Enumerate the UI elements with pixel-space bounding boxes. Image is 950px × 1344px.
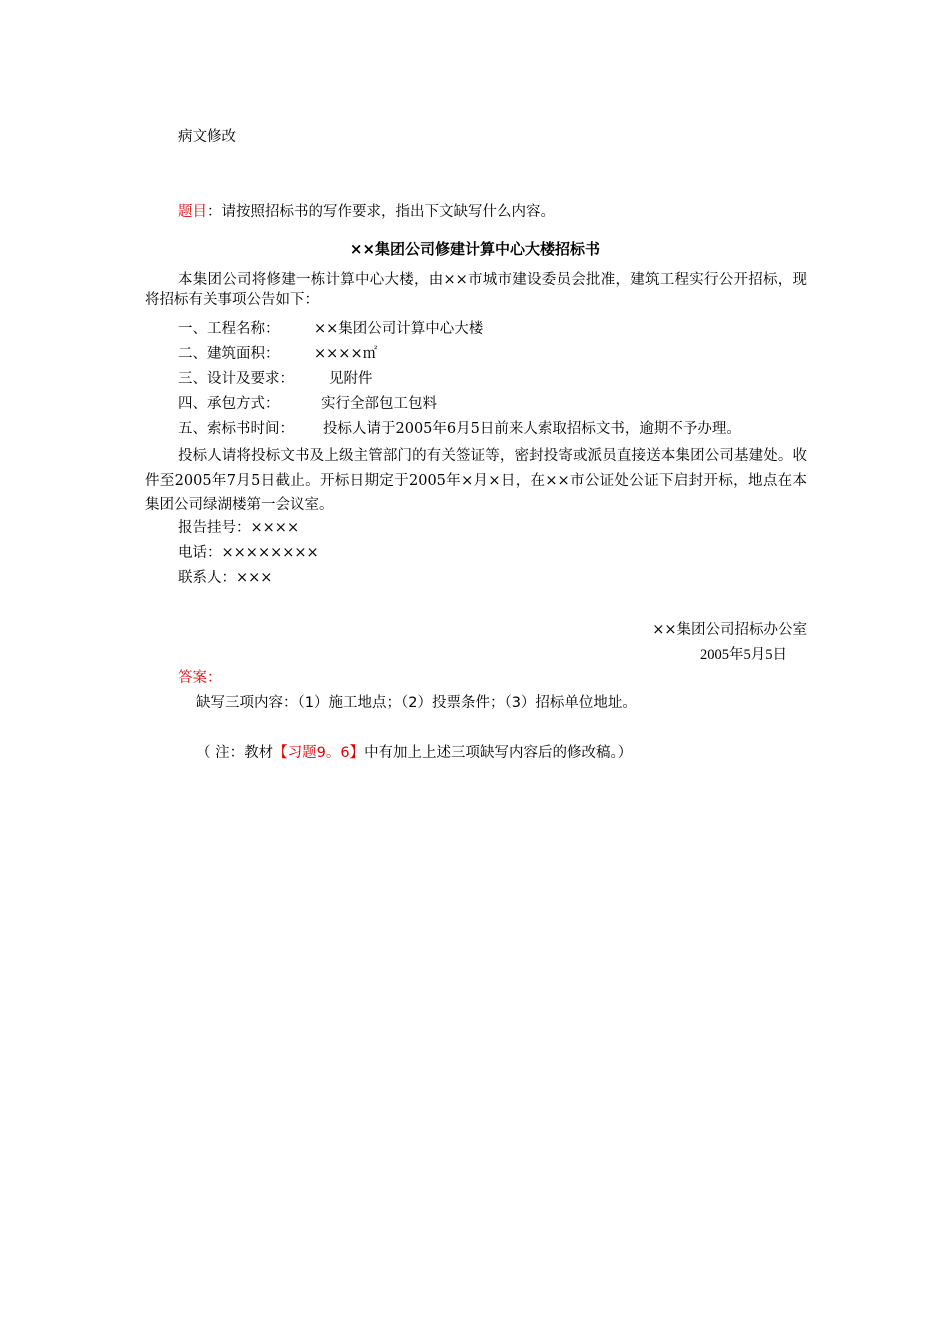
note-open: （ 注：教材 bbox=[196, 745, 274, 761]
question-prefix: 题目 bbox=[178, 204, 207, 220]
item-value: 见附件 bbox=[329, 371, 373, 387]
item-label: 三、设计及要求： bbox=[178, 371, 294, 387]
contact-line bbox=[178, 543, 319, 563]
signature-date: 2005年5月5日 bbox=[700, 647, 787, 663]
item-value: ××××㎡ bbox=[314, 346, 378, 362]
contact-line bbox=[178, 568, 272, 588]
notice-item bbox=[178, 369, 373, 389]
item-label: 一、工程名称： bbox=[178, 321, 280, 337]
notice-item bbox=[178, 394, 437, 414]
notice-body: 投标人请将投标文书及上级主管部门的有关签证等，密封投寄或派员直接送本集团公司基建处。收件至2005年7月5日截止。开标日期定于2005年×月×日，在××市公证处公证下启封开标，地点在本集团公司绿湖楼第一会议室。 bbox=[145, 448, 807, 513]
note-close: 中有加上上述三项缺写内容后的修改稿。） bbox=[364, 745, 633, 761]
item-label: 四、承包方式： bbox=[178, 396, 280, 412]
notice-item bbox=[178, 344, 378, 364]
item-value: 实行全部包工包料 bbox=[321, 396, 437, 412]
contact-label: 联系人： bbox=[178, 570, 236, 586]
note-reference: 【习题9。6】 bbox=[273, 745, 365, 761]
contact-label: 报告挂号： bbox=[178, 520, 251, 536]
notice-item bbox=[178, 319, 484, 339]
item-value: 投标人请于2005年6月5日前来人索取招标文书，逾期不予办理。 bbox=[323, 421, 741, 437]
answer-text: 缺写三项内容：（1）施工地点；（2）投票条件；（3）招标单位地址。 bbox=[196, 695, 637, 711]
question-line bbox=[178, 202, 555, 222]
note-line bbox=[196, 743, 632, 763]
notice-item bbox=[178, 419, 741, 439]
item-label: 二、建筑面积： bbox=[178, 346, 280, 362]
item-value: ××集团公司计算中心大楼 bbox=[314, 321, 484, 337]
contact-value: ×××× bbox=[250, 520, 300, 536]
contact-value: ×××××××× bbox=[221, 545, 319, 561]
question-text: ：请按照招标书的写作要求，指出下文缺写什么内容。 bbox=[207, 204, 555, 220]
section-header: 病文修改 bbox=[178, 129, 236, 145]
signature: ××集团公司招标办公室 bbox=[652, 622, 807, 638]
contact-label: 电话： bbox=[178, 545, 222, 561]
notice-title: ××集团公司修建计算中心大楼招标书 bbox=[349, 240, 601, 258]
item-label: 五、索标书时间： bbox=[178, 421, 294, 437]
answer-label: 答案： bbox=[178, 670, 222, 686]
contact-line bbox=[178, 518, 299, 538]
contact-value: ××× bbox=[236, 570, 273, 586]
notice-intro: 本集团公司将修建一栋计算中心大楼，由××市城市建设委员会批准，建筑工程实行公开招标，现将招标有关事项公告如下： bbox=[145, 272, 807, 308]
